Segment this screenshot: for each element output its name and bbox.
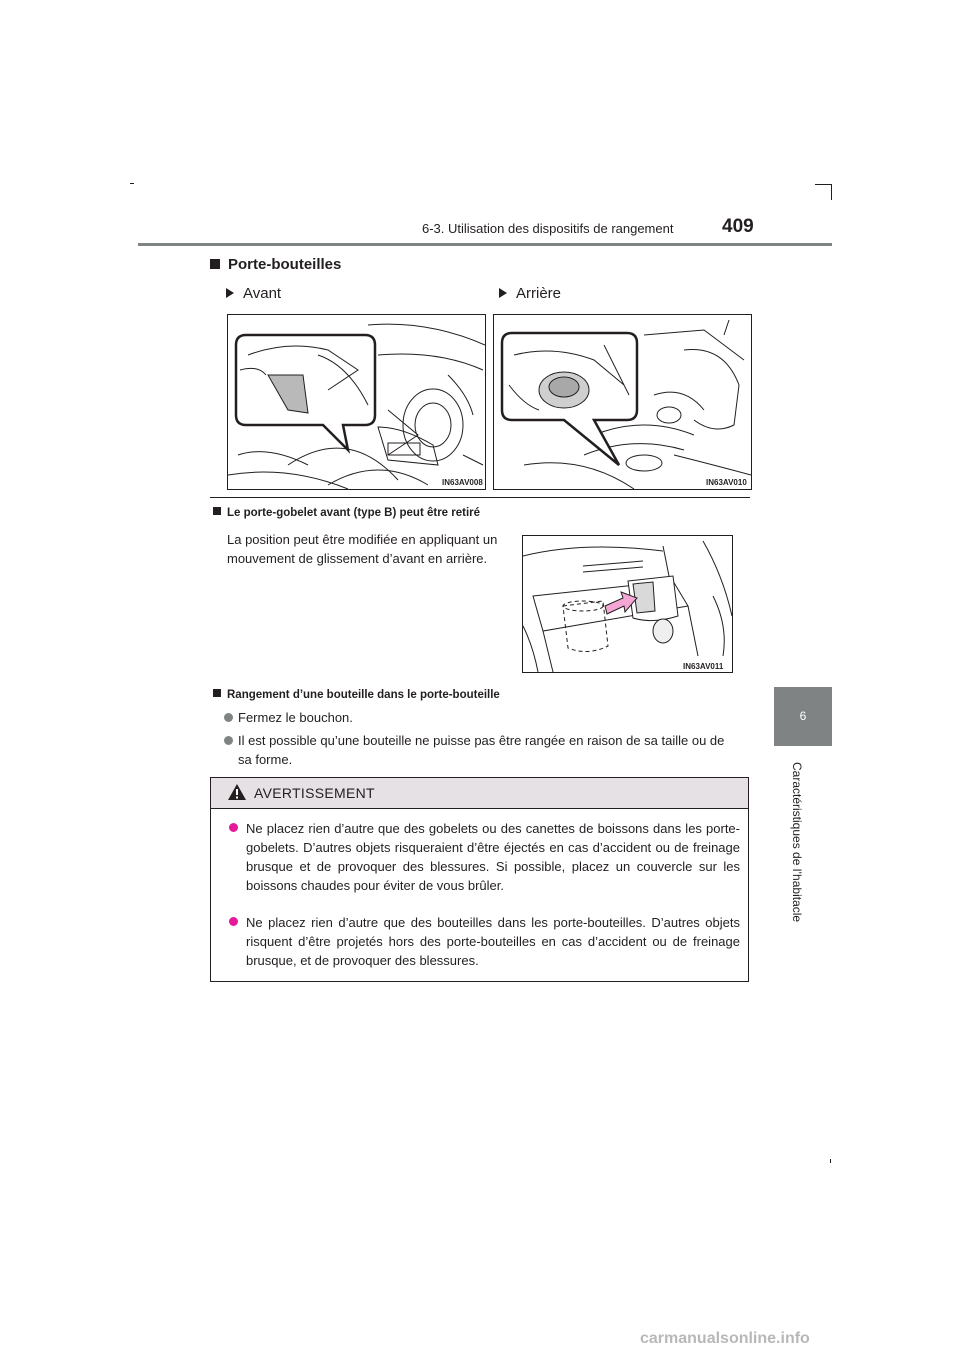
pink-bullet-icon	[229, 823, 238, 832]
chapter-tab-number: 6	[799, 709, 807, 723]
warning-header	[211, 778, 748, 809]
pink-bullet-icon	[229, 917, 238, 926]
front-dashboard-illustration	[228, 315, 485, 489]
storage-bullet-2: Il est possible qu’une bouteille ne puisse pas être rangée en raison de sa taille ou de sa forme.	[224, 731, 754, 769]
crop-mark-bottom-right	[830, 1159, 831, 1163]
warning-item-1: Ne placez rien d’autre que des gobelets ou des canettes de boissons dans les porte-gobelets. D’autres objets risqueraient d’être éjectés en cas d’accident ou de freinage brusque et de provoquer des blessures. Si possible, placez un couvercle sur les boissons chaudes pour éviter de vous brûler.	[229, 819, 740, 895]
cup-holder-illustration	[523, 536, 732, 672]
figure-rear-bottle-holder	[493, 314, 752, 490]
front-label: Avant	[226, 285, 281, 302]
triangle-bullet-icon	[226, 288, 234, 298]
square-bullet-icon	[213, 507, 221, 515]
warning-triangle-icon	[227, 783, 247, 801]
watermark: carmanualsonline.info	[640, 1330, 810, 1347]
storage-heading: Rangement d’une bouteille dans le porte-bouteille	[213, 689, 500, 701]
square-bullet-icon	[213, 689, 221, 697]
page-number: 409	[722, 216, 754, 237]
triangle-bullet-icon	[499, 288, 507, 298]
crop-mark-top-right-v	[831, 184, 832, 200]
square-bullet-icon	[210, 259, 220, 269]
header-rule	[138, 243, 832, 246]
running-header: 6-3. Utilisation des dispositifs de rangement	[422, 221, 674, 236]
round-bullet-icon	[224, 736, 233, 745]
figure-cup-holder	[522, 535, 733, 673]
chapter-tab	[774, 687, 832, 746]
figure-id-rear: IN63AV010	[706, 478, 747, 487]
warning-box	[210, 777, 749, 982]
section-title: Porte-bouteilles	[210, 256, 341, 273]
crop-mark-top-left	[130, 183, 134, 184]
chapter-tab-label: Caractéristiques de l’habitacle	[790, 762, 804, 923]
rear-console-illustration	[494, 315, 751, 489]
figure-id-cup-holder: IN63AV011	[683, 662, 724, 671]
crop-mark-top-right-h	[815, 184, 832, 185]
cup-holder-heading: Le porte-gobelet avant (type B) peut être retiré	[213, 507, 480, 519]
warning-title: AVERTISSEMENT	[254, 785, 375, 801]
warning-item-2: Ne placez rien d’autre que des bouteilles dans les porte-bouteilles. D’autres objets risquent d’être projetés hors des porte-bouteilles en cas d’accident ou de freinage brusque, et de provoquer des blessures.	[229, 913, 740, 970]
section-divider	[210, 497, 750, 498]
figure-front-bottle-holder	[227, 314, 486, 490]
cup-holder-text: La position peut être modifiée en appliquant un mouvement de glissement d’avant en arrière.	[227, 532, 498, 566]
rear-label: Arrière	[499, 285, 561, 302]
figure-id-front: IN63AV008	[442, 478, 483, 487]
round-bullet-icon	[224, 713, 233, 722]
storage-bullet-1: Fermez le bouchon.	[224, 708, 353, 727]
